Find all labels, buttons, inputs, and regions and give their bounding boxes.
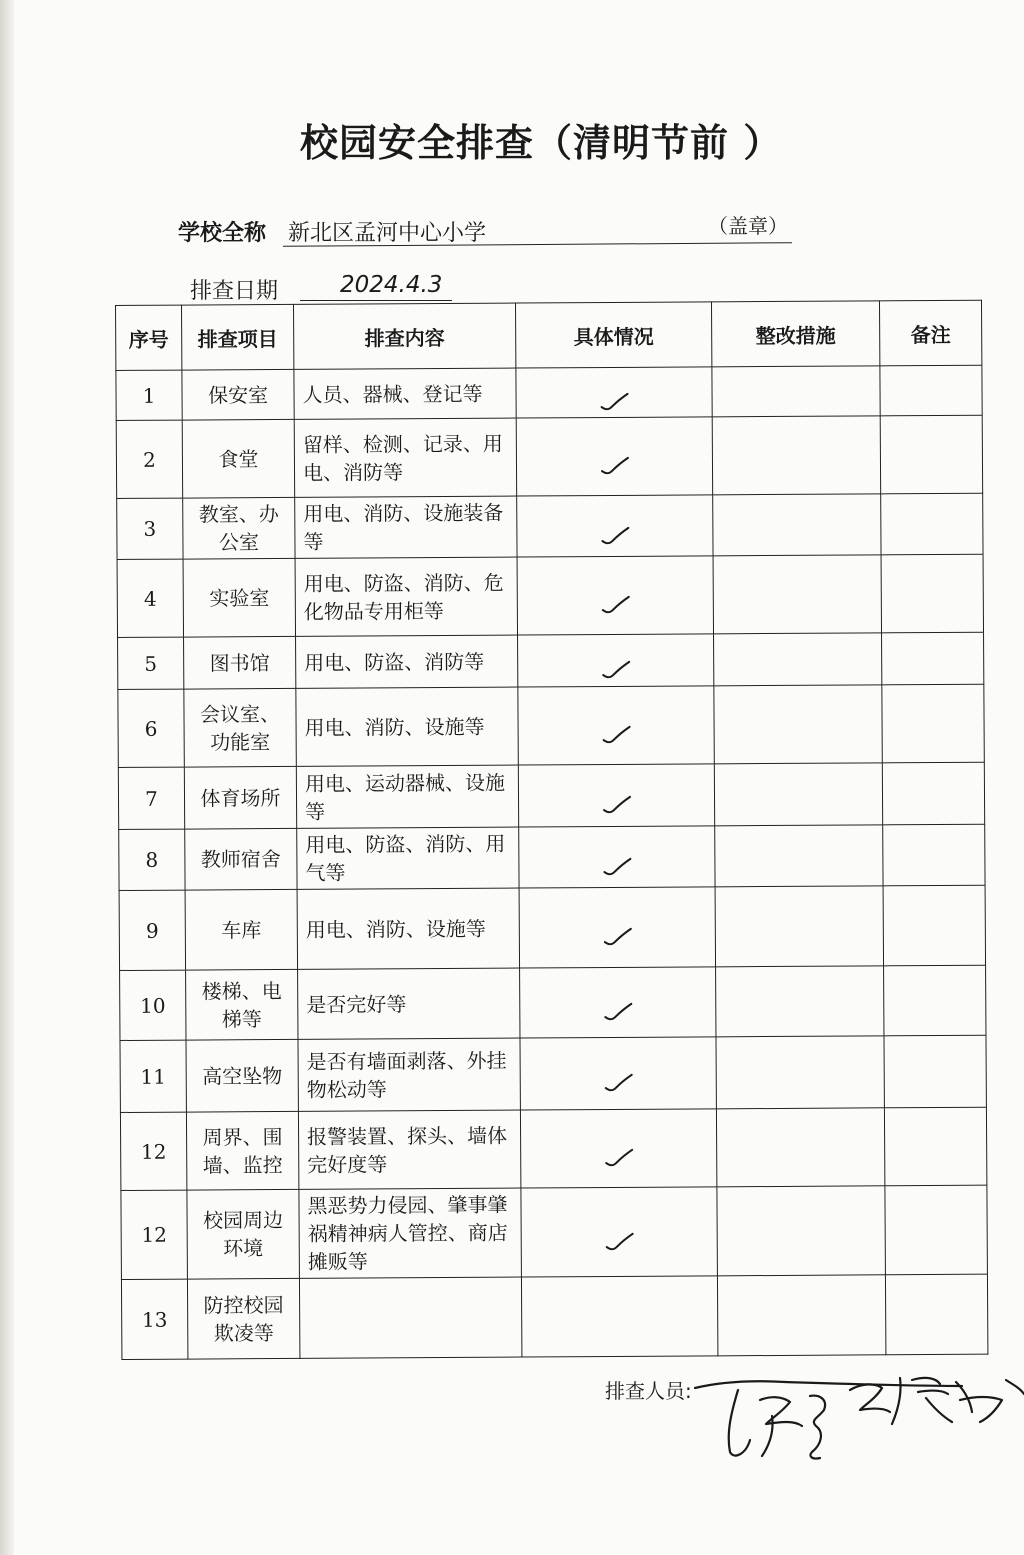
row-content: 用电、防盗、消防等 [296, 635, 518, 688]
row-item: 车库 [185, 889, 297, 970]
header-note: 备注 [879, 300, 981, 366]
row-content: 用电、运动器械、设施等 [296, 765, 518, 828]
row-measure [714, 633, 882, 686]
table-row [119, 885, 985, 970]
row-content: 用电、消防、设施装备等 [295, 496, 517, 558]
row-item: 校园周边环境 [187, 1189, 300, 1279]
row-item: 教室、办公室 [183, 497, 295, 559]
row-measure [713, 494, 881, 556]
row-status [521, 1187, 718, 1277]
stamp-note: （盖章） [708, 214, 788, 238]
row-status [518, 634, 714, 687]
row-number: 3 [117, 498, 183, 559]
table-row [120, 1107, 986, 1190]
row-note [881, 554, 983, 633]
status-text [631, 783, 632, 784]
inspector-label: 排查人员: [605, 1379, 692, 1403]
table-row [116, 415, 982, 498]
inspector-signature [690, 1360, 1024, 1470]
table-row [118, 684, 984, 767]
row-content [299, 1277, 521, 1358]
row-status [520, 1109, 716, 1188]
status-text [630, 513, 631, 514]
row-item: 教师宿舍 [185, 828, 297, 890]
table-row [117, 493, 983, 559]
row-note [884, 1107, 986, 1186]
status-text [629, 444, 630, 445]
row-number: 2 [116, 420, 182, 498]
row-item: 实验室 [183, 558, 295, 637]
row-measure [716, 1036, 884, 1109]
row-content: 人员、器械、登记等 [294, 368, 516, 419]
row-note [885, 1185, 988, 1275]
row-measure [717, 1275, 885, 1356]
table-row [120, 1035, 986, 1112]
row-note [880, 365, 982, 416]
row-measure [717, 1186, 886, 1276]
table-row [118, 762, 984, 829]
row-note [882, 684, 984, 763]
row-note [883, 824, 985, 886]
row-content: 报警装置、探头、墙体完好度等 [298, 1110, 520, 1189]
row-number: 5 [118, 637, 184, 689]
row-content: 是否完好等 [298, 968, 520, 1039]
table-row [121, 1274, 987, 1359]
row-number: 4 [117, 559, 183, 637]
row-status [520, 967, 716, 1038]
row-content: 是否有墙面剥落、外挂物松动等 [298, 1038, 520, 1111]
status-text [632, 915, 633, 916]
checkmark-icon [604, 1148, 634, 1168]
row-item: 食堂 [182, 419, 294, 498]
date-underline [300, 300, 452, 301]
row-status [516, 417, 712, 496]
row-item: 会议室、功能室 [184, 688, 296, 767]
row-status [517, 556, 713, 635]
header-item: 排查项目 [182, 304, 294, 370]
row-note [883, 885, 985, 966]
header-content: 排查内容 [293, 303, 515, 369]
row-measure [713, 555, 881, 634]
row-item: 图书馆 [184, 636, 296, 689]
row-note [882, 762, 984, 825]
row-measure [712, 366, 880, 417]
table-row [120, 965, 986, 1040]
row-number: 10 [120, 970, 186, 1040]
row-number: 12 [121, 1190, 188, 1279]
row-number: 12 [120, 1112, 186, 1190]
row-number: 9 [119, 890, 185, 970]
checkmark-icon [602, 856, 632, 876]
row-item: 高空坠物 [186, 1039, 298, 1112]
status-text [634, 1136, 635, 1137]
row-status [518, 764, 714, 827]
row-content: 留样、检测、记录、用电、消防等 [294, 418, 516, 497]
row-measure [714, 685, 882, 764]
checkmark-icon [604, 1231, 634, 1251]
row-content: 黑恶势力侵园、肇事肇祸精神病人管控、商店摊贩等 [299, 1188, 522, 1278]
date-value: 2024.4.3 [340, 272, 443, 298]
row-number: 1 [116, 370, 182, 420]
row-note [885, 1274, 987, 1355]
row-note [880, 415, 982, 494]
checkmark-icon [600, 525, 630, 545]
row-note [881, 493, 983, 555]
row-item: 周界、围墙、监控 [186, 1111, 298, 1190]
row-number: 7 [118, 767, 184, 829]
row-measure [715, 886, 883, 967]
row-measure [716, 966, 884, 1037]
row-item: 楼梯、电梯等 [186, 969, 298, 1040]
row-item: 体育场所 [184, 766, 296, 829]
checkmark-icon [601, 725, 631, 745]
row-note [884, 1035, 986, 1108]
school-name-value: 新北区孟河中心小学 [288, 221, 487, 246]
row-number: 11 [120, 1040, 186, 1112]
table-row [118, 632, 984, 689]
paper-edge-shadow [0, 0, 14, 1555]
checkmark-icon [599, 392, 629, 412]
status-text [634, 1219, 635, 1220]
school-name-row [178, 212, 798, 252]
checkmark-icon [602, 795, 632, 815]
checkmark-icon [601, 660, 631, 680]
date-label: 排查日期 [190, 279, 279, 304]
row-content: 用电、消防、设施等 [296, 687, 518, 766]
row-content: 用电、防盗、消防、用气等 [297, 827, 519, 889]
header-no: 序号 [116, 305, 182, 370]
status-text [630, 583, 631, 584]
row-status [517, 495, 713, 557]
table-row [116, 365, 982, 420]
row-number: 6 [118, 689, 184, 767]
row-content: 用电、防盗、消防、危化物品专用柜等 [295, 557, 517, 636]
status-text [633, 1061, 634, 1062]
row-status [521, 1276, 717, 1357]
row-number: 8 [119, 829, 185, 890]
checkmark-icon [599, 456, 629, 476]
checkmark-icon [603, 1002, 633, 1022]
status-text [631, 648, 632, 649]
row-status [520, 1037, 716, 1110]
row-status [518, 686, 714, 765]
row-status [519, 887, 715, 968]
table-row [121, 1185, 988, 1279]
checkmark-icon [600, 595, 630, 615]
row-measure [712, 416, 880, 495]
table-header-row [116, 300, 982, 370]
row-item: 保安室 [182, 369, 294, 420]
row-status [519, 826, 715, 888]
status-text [632, 844, 633, 845]
status-text [633, 990, 634, 991]
row-measure [716, 1108, 884, 1187]
row-note [884, 965, 986, 1036]
status-text [631, 713, 632, 714]
header-status: 具体情况 [515, 302, 711, 368]
row-measure [715, 825, 883, 887]
row-note [882, 632, 984, 685]
row-status [516, 367, 712, 418]
table-row [119, 824, 985, 890]
header-measure: 整改措施 [711, 301, 879, 367]
school-label: 学校全称 [178, 221, 267, 246]
checkmark-icon [603, 1073, 633, 1093]
document-title: 校园安全排查（清明节前 ） [300, 121, 783, 165]
status-text [629, 380, 630, 381]
row-content: 用电、消防、设施等 [297, 888, 519, 969]
row-measure [714, 763, 882, 826]
table-row [117, 554, 983, 637]
row-number: 13 [121, 1279, 187, 1359]
inspection-table [115, 300, 988, 1360]
checkmark-icon [602, 927, 632, 947]
row-item: 防控校园欺凌等 [187, 1278, 299, 1359]
